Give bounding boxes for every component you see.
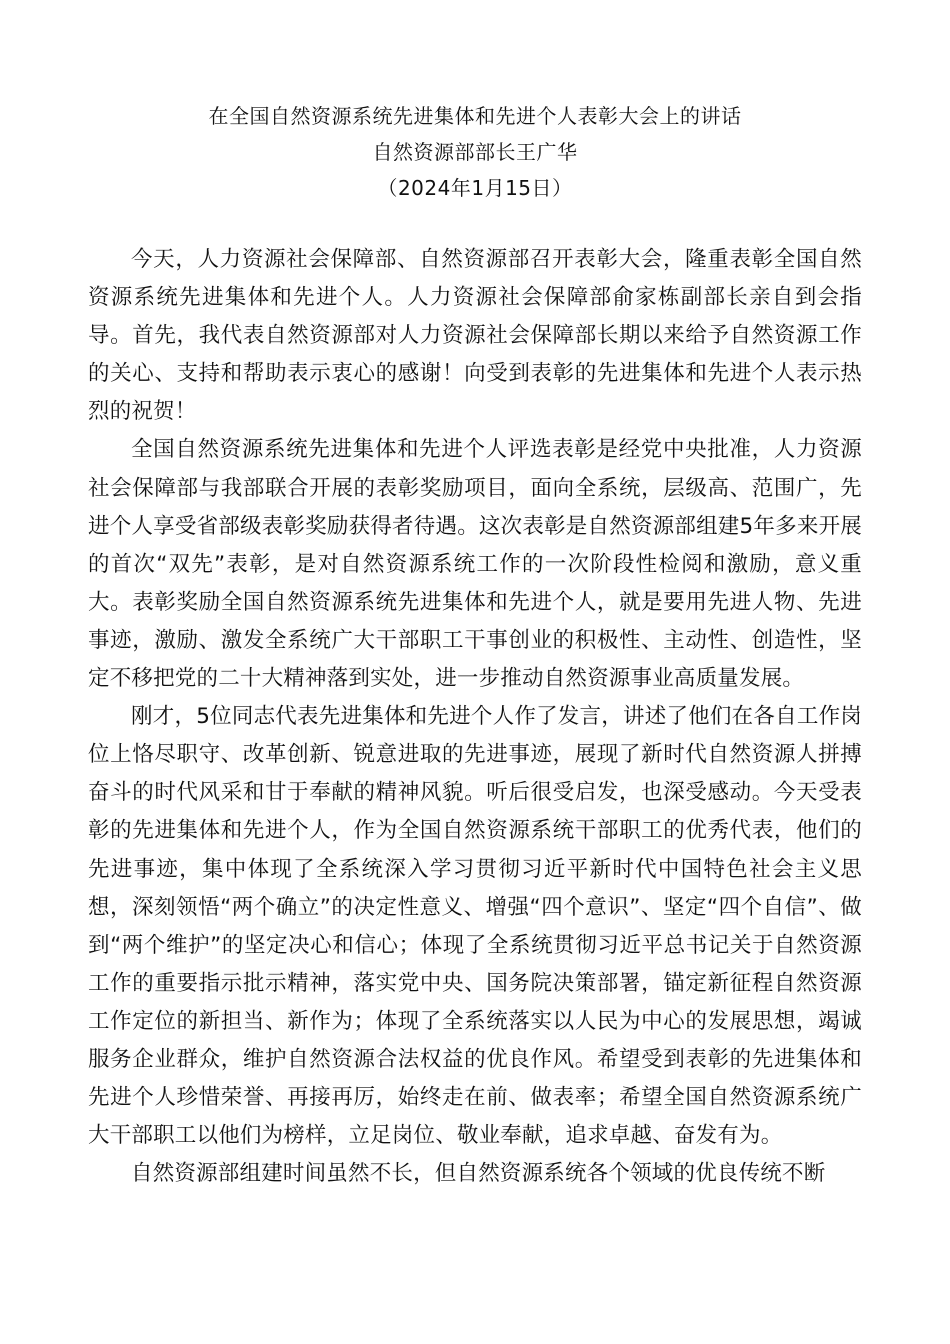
document-header — [0, 98, 950, 206]
document-title: 在全国自然资源系统先进集体和先进个人表彰大会上的讲话 — [208, 104, 742, 128]
paragraph-2: 全国自然资源系统先进集体和先进个人评选表彰是经党中央批准，人力资源社会保障部与我部联合开展的表彰奖励项目，面向全系统，层级高、范围广，先进个人享受省部级表彰奖励获得者待遇。这次表彰是自然资源部组建5年多来开展的首次“双先”表彰，是对自然资源系统工作的一次阶段性检阅和激励，意义重大。表彰奖励全国自然资源系统先进集体和先进个人，就是要用先进人物、先进事迹，激励、激发全系统广大干部职工干事创业的积极性、主动性、创造性，坚定不移把党的二十大精神落到实处，进一步推动自然资源事业高质量发展。 — [88, 437, 862, 692]
document-date: （2024年1月15日） — [377, 176, 573, 200]
paragraph-3: 刚才，5位同志代表先进集体和先进个人作了发言，讲述了他们在各自工作岗位上恪尽职守、改革创新、锐意进取的先进事迹，展现了新时代自然资源人拼搏奋斗的时代风采和甘于奉献的精神风貌。听后很受启发，也深受感动。今天受表彰的先进集体和先进个人，作为全国自然资源系统干部职工的优秀代表，他们的先进事迹，集中体现了全系统深入学习贯彻习近平新时代中国特色社会主义思想，深刻领悟“两个确立”的决定性意义、增强“四个意识”、坚定“四个自信”、做到“两个维护”的坚定决心和信心；体现了全系统贯彻习近平总书记关于自然资源工作的重要指示批示精神，落实党中央、国务院决策部署，锚定新征程自然资源工作定位的新担当、新作为；体现了全系统落实以人民为中心的发展思想，竭诚服务企业群众，维护自然资源合法权益的优良作风。希望受到表彰的先进集体和先进个人珍惜荣誉、再接再厉，始终走在前、做表率；希望全国自然资源系统广大干部职工以他们为榜样，立足岗位、敬业奉献，追求卓越、奋发有为。 — [88, 704, 862, 1149]
document-body — [88, 241, 862, 1193]
paragraph-1: 今天，人力资源社会保障部、自然资源部召开表彰大会，隆重表彰全国自然资源系统先进集体和先进个人。人力资源社会保障部俞家栋副部长亲自到会指导。首先，我代表自然资源部对人力资源社会保障部长期以来给予自然资源工作的关心、支持和帮助表示衷心的感谢！向受到表彰的先进集体和先进个人表示热烈的祝贺！ — [88, 247, 862, 425]
document-speaker: 自然资源部部长王广华 — [372, 140, 578, 164]
paragraph-4: 自然资源部组建时间虽然不长，但自然资源系统各个领域的优良传统不断 — [131, 1161, 826, 1187]
